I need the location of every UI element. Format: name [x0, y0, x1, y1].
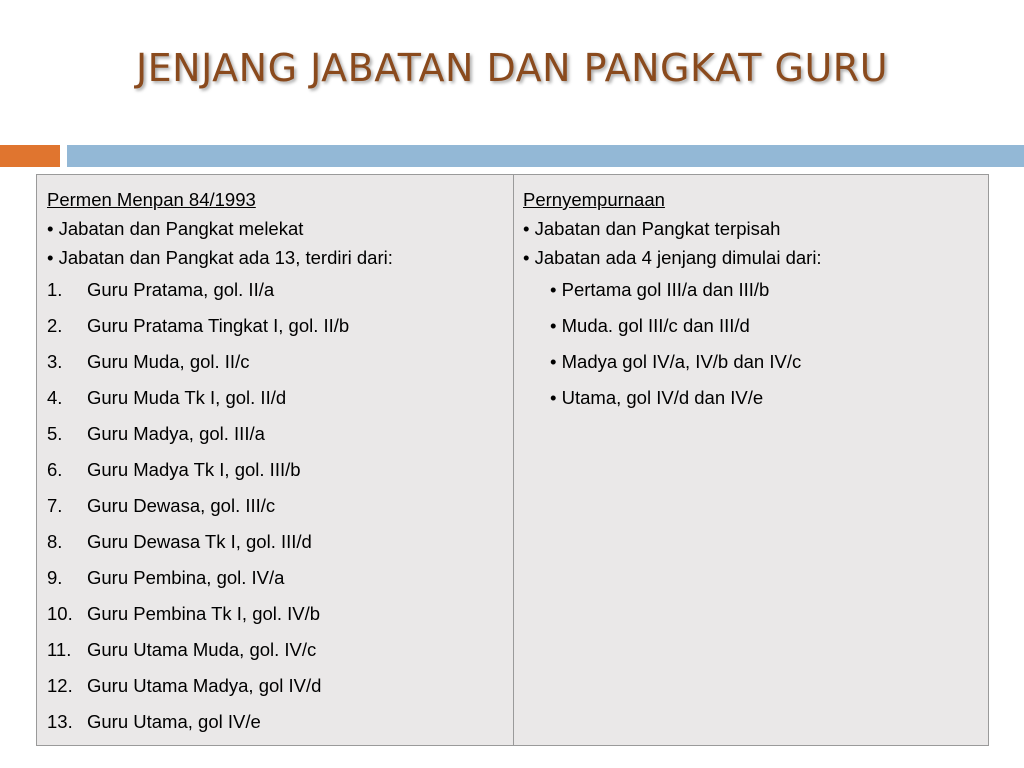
- right-bullet: • Jabatan dan Pangkat terpisah: [523, 218, 781, 239]
- item-number: 9.: [47, 567, 63, 588]
- list-item: [47, 668, 505, 704]
- list-item: • Madya gol IV/a, IV/b dan IV/c: [550, 351, 802, 372]
- item-number: 6.: [47, 459, 63, 480]
- comparison-table: [36, 174, 989, 746]
- item-text: Guru Pratama Tingkat I, gol. II/b: [87, 315, 350, 336]
- list-item: [47, 704, 505, 740]
- left-bullet: • Jabatan dan Pangkat melekat: [47, 218, 304, 239]
- item-text: Guru Dewasa, gol. III/c: [87, 495, 276, 516]
- accent-bar-orange: [0, 145, 60, 167]
- item-text: Guru Utama, gol IV/e: [87, 711, 261, 732]
- slide-title: JENJANG JABATAN DAN PANGKAT GURU: [135, 46, 889, 90]
- list-item: [47, 524, 505, 560]
- item-number: 12.: [47, 675, 73, 696]
- item-number: 4.: [47, 387, 63, 408]
- list-item: [47, 308, 505, 344]
- item-text: Guru Muda Tk I, gol. II/d: [87, 387, 287, 408]
- item-number: 1.: [47, 279, 63, 300]
- list-item: [47, 380, 505, 416]
- accent-bar-blue: [67, 145, 1024, 167]
- list-item: [47, 596, 505, 632]
- item-text: Guru Dewasa Tk I, gol. III/d: [87, 531, 312, 552]
- right-heading: Pernyempurnaan: [523, 189, 665, 210]
- item-text: Guru Madya, gol. III/a: [87, 423, 265, 444]
- list-item: • Utama, gol IV/d dan IV/e: [550, 387, 764, 408]
- item-text: Guru Utama Muda, gol. IV/c: [87, 639, 317, 660]
- list-item: [47, 416, 505, 452]
- item-number: 11.: [47, 639, 72, 660]
- item-number: 13.: [47, 711, 73, 732]
- left-bullet: • Jabatan dan Pangkat ada 13, terdiri dari:: [47, 247, 393, 268]
- right-column: [514, 175, 988, 745]
- right-bullet: • Jabatan ada 4 jenjang dimulai dari:: [523, 247, 822, 268]
- list-item: [47, 632, 505, 668]
- list-item: [47, 344, 505, 380]
- item-text: Guru Pembina, gol. IV/a: [87, 567, 285, 588]
- item-number: 7.: [47, 495, 63, 516]
- item-number: 10.: [47, 603, 73, 624]
- left-column: [37, 175, 514, 745]
- item-number: 5.: [47, 423, 63, 444]
- item-number: 8.: [47, 531, 63, 552]
- rank-list: [47, 272, 505, 740]
- item-number: 2.: [47, 315, 63, 336]
- item-text: Guru Pembina Tk I, gol. IV/b: [87, 603, 321, 624]
- list-item: [47, 488, 505, 524]
- item-number: 3.: [47, 351, 63, 372]
- list-item: [47, 452, 505, 488]
- list-item: [47, 560, 505, 596]
- level-list: [523, 272, 980, 416]
- item-text: Guru Utama Madya, gol IV/d: [87, 675, 322, 696]
- list-item: • Muda. gol III/c dan III/d: [550, 315, 750, 336]
- item-text: Guru Madya Tk I, gol. III/b: [87, 459, 301, 480]
- list-item: [47, 272, 505, 308]
- list-item: • Pertama gol III/a dan III/b: [550, 279, 770, 300]
- left-heading: Permen Menpan 84/1993: [47, 189, 256, 210]
- item-text: Guru Pratama, gol. II/a: [87, 279, 275, 300]
- item-text: Guru Muda, gol. II/c: [87, 351, 250, 372]
